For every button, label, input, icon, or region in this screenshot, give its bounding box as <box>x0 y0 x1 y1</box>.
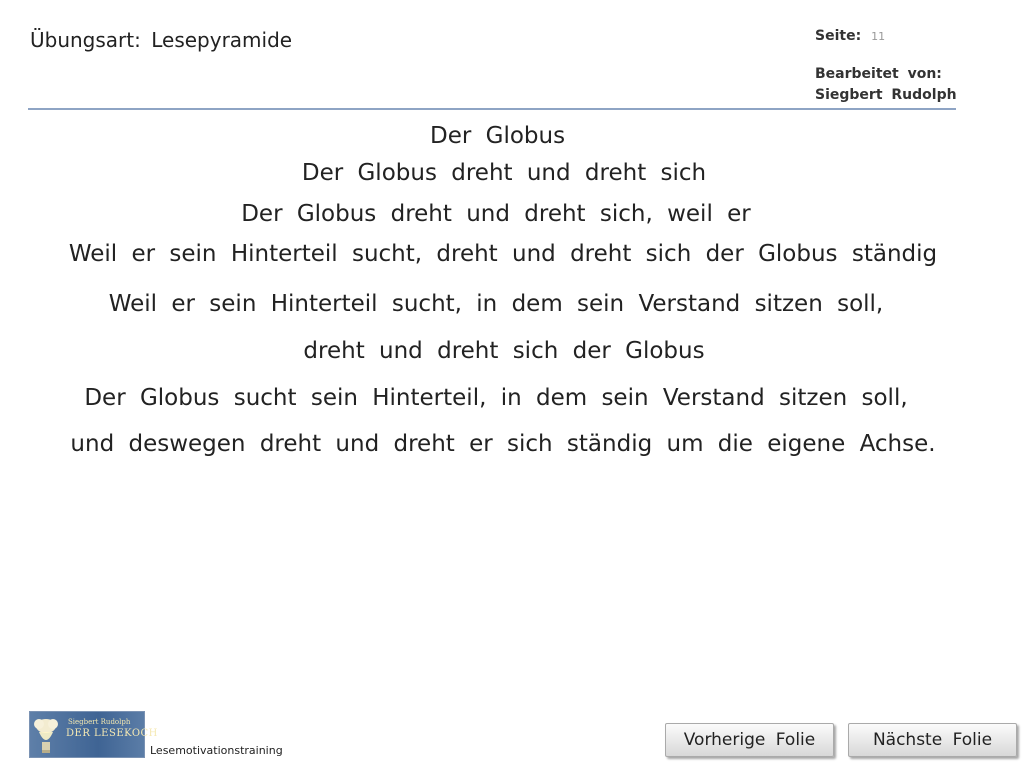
header-divider <box>28 108 956 110</box>
pyramid-line-8: und deswegen dreht und dreht er sich ständig um die eigene Achse. <box>70 431 936 457</box>
pyramid-line-6: dreht und dreht sich der Globus <box>303 338 705 364</box>
pyramid-line-7: Der Globus sucht sein Hinterteil, in dem sein Verstand sitzen soll, <box>84 385 908 411</box>
page-label: Seite: <box>815 28 862 44</box>
footer-program-label: Lesemotivationstraining <box>150 744 283 757</box>
exercise-type-title: Übungsart: Lesepyramide <box>30 28 293 52</box>
author-name: Siegbert Rudolph <box>815 87 957 103</box>
pyramid-line-4: Weil er sein Hinterteil sucht, dreht und dreht sich der Globus ständig <box>68 241 938 267</box>
slide-meta <box>815 28 957 103</box>
pyramid-line-3: Der Globus dreht und dreht sich, weil er <box>241 201 751 227</box>
pyramid-line-5: Weil er sein Hinterteil sucht, in dem sein Verstand sitzen soll, <box>108 291 884 317</box>
next-slide-button[interactable]: Nächste Folie <box>848 723 1017 757</box>
edited-by-label: Bearbeitet von: <box>815 66 942 82</box>
logo-top-text: Siegbert Rudolph <box>68 718 131 726</box>
logo-main-text: DER LESEKOCH <box>66 728 158 739</box>
leselkoch-logo <box>29 711 158 758</box>
previous-slide-button[interactable]: Vorherige Folie <box>665 723 834 757</box>
pyramid-line-2: Der Globus dreht und dreht sich <box>301 160 707 186</box>
pyramid-line-1: Der Globus <box>430 123 566 149</box>
page-number: 11 <box>871 30 886 43</box>
